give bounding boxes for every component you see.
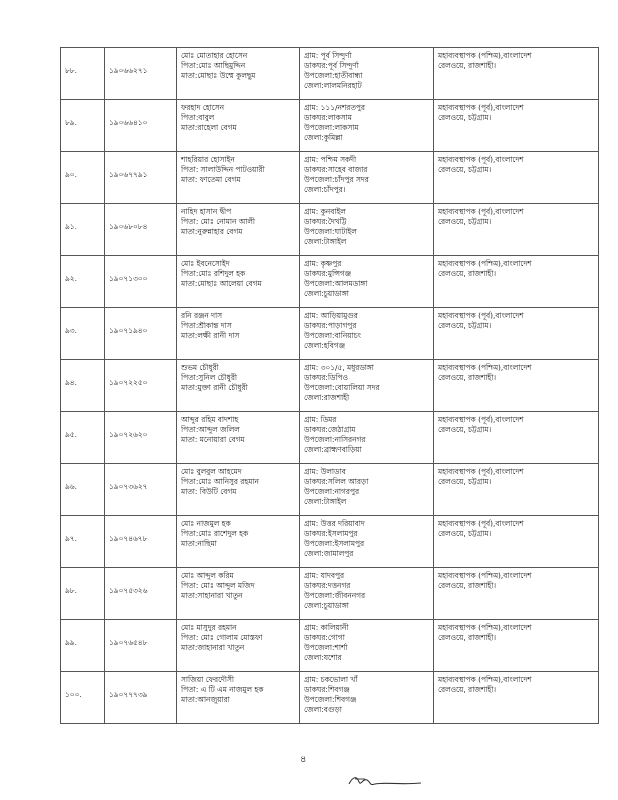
name-cell <box>177 100 300 152</box>
serial-cell: ৯৩. <box>61 308 105 360</box>
addr-line: গ্রাম: পশ্চিম সকদী <box>304 155 357 164</box>
post-line: রেলওয়ে, চট্টগ্রাম। <box>438 113 492 122</box>
name-line: মাতা:মোছাঃ উম্মে কুলছুম <box>181 71 256 80</box>
roll-cell: ১৯০৬৬২৭১ <box>105 48 177 100</box>
post-line: রেলওয়ে, রাজশাহী। <box>438 685 497 694</box>
posting-cell <box>434 620 599 672</box>
name-line: পিতা: মোঃ নোমান আলী <box>181 217 255 226</box>
table-row <box>61 100 599 152</box>
name-cell <box>177 308 300 360</box>
posting-cell <box>434 204 599 256</box>
name-cell <box>177 360 300 412</box>
name-line: মোঃ আব্দুল করিম <box>181 571 234 580</box>
address-cell <box>300 568 434 620</box>
name-line: মাতা:মোছাঃ আলেয়া বেগম <box>181 279 262 288</box>
table-row <box>61 152 599 204</box>
roll-cell: ১৯০৭৩৬২৭ <box>105 464 177 516</box>
addr-line: জেলা:টাঙ্গাইল <box>304 237 347 246</box>
addr-line: উপজেলা:বানিয়াচং <box>304 331 361 340</box>
addr-line: ডাকঘর:ডিপিও <box>304 373 348 382</box>
name-line: রনি রঞ্জন দাস <box>181 311 222 320</box>
addr-line: গ্রাম: কালিয়ানী <box>304 623 349 632</box>
name-cell <box>177 672 300 724</box>
posting-cell <box>434 672 599 724</box>
addr-line: ডাকঘর:লাকসাম <box>304 113 352 122</box>
page-number: ৪ <box>300 754 307 765</box>
address-cell <box>300 48 434 100</box>
address-cell <box>300 204 434 256</box>
post-line: রেলওয়ে, চট্টগ্রাম। <box>438 529 492 538</box>
name-line: পিতা:মোঃ আছিমুদ্দিন <box>181 61 246 70</box>
post-line: রেলওয়ে, রাজশাহী। <box>438 373 497 382</box>
table-row <box>61 204 599 256</box>
posting-cell <box>434 568 599 620</box>
roll-cell: ১৯০৭২২৫০ <box>105 360 177 412</box>
addr-line: ডাকঘর:ইসলামপুর <box>304 529 358 538</box>
addr-line: ডাকঘর:গোগা <box>304 633 345 642</box>
name-line: ফরহাদ হোসেন <box>181 103 225 112</box>
post-line: মহাব্যবস্থাপক (পূর্ব),বাংলাদেশ <box>438 519 524 528</box>
post-line: রেলওয়ে, রাজশাহী। <box>438 61 497 70</box>
addr-line: জেলা:টাঙ্গাইল <box>304 497 347 506</box>
roll-cell: ১৯০৬৬৪১০ <box>105 100 177 152</box>
candidate-table-body <box>61 48 599 724</box>
table-row <box>61 360 599 412</box>
address-cell <box>300 620 434 672</box>
serial-cell: ৯১. <box>61 204 105 256</box>
post-line: রেলওয়ে, চট্টগ্রাম। <box>438 321 492 330</box>
name-line: পিতা:মোঃ রশিদুল হক <box>181 269 246 278</box>
serial-cell: ৯৬. <box>61 464 105 516</box>
addr-line: ডাকঘর:সলিল আরড়া <box>304 477 369 486</box>
post-line: মহাব্যবস্থাপক (পশ্চিম),বাংলাদেশ <box>438 675 532 684</box>
roll-cell: ১৯০৭৪৬৭৮ <box>105 516 177 568</box>
addr-line: উপজেলা:নাগরপুর <box>304 487 360 496</box>
post-line: রেলওয়ে, রাজশাহী। <box>438 269 497 278</box>
name-cell <box>177 256 300 308</box>
table-row <box>61 568 599 620</box>
name-line: মোঃ বুলবুল আহমেদ <box>181 467 242 476</box>
name-line: মাতা:নাছিমা <box>181 539 217 548</box>
name-line: পিতা:আব্দুল জলিল <box>181 425 240 434</box>
addr-line: জেলা:চুয়াডাঙ্গা <box>304 601 349 610</box>
name-cell <box>177 204 300 256</box>
addr-line: উপজেলা:আলমডাঙ্গা <box>304 279 368 288</box>
addr-line: ডাকঘর:দত্তনগর <box>304 581 351 590</box>
address-cell <box>300 516 434 568</box>
name-line: মাতা:সাহানারা খাতুন <box>181 591 243 600</box>
post-line: রেলওয়ে, চট্টগ্রাম। <box>438 217 492 226</box>
name-line: আব্দুর রহিম বাদশাহ <box>181 415 239 424</box>
post-line: রেলওয়ে, রাজশাহী। <box>438 581 497 590</box>
addr-line: জেলা:লালমনিরহাট <box>304 81 362 90</box>
posting-cell <box>434 412 599 464</box>
address-cell <box>300 100 434 152</box>
addr-line: উপজেলা:নাসিরনগর <box>304 435 366 444</box>
post-line: রেলওয়ে, রাজশাহী। <box>438 633 497 642</box>
name-line: মাতা: বিউটি বেগম <box>181 487 237 496</box>
posting-cell <box>434 48 599 100</box>
name-line: মাতা: মনোয়ারা বেগম <box>181 435 245 444</box>
posting-cell <box>434 464 599 516</box>
name-line: মাতা:আনজুয়ারা <box>181 695 230 704</box>
name-line: পিতা:শ্রীকান্ত দাস <box>181 321 232 330</box>
address-cell <box>300 152 434 204</box>
name-cell <box>177 152 300 204</box>
addr-line: গ্রাম: উত্তর দরিয়াবাদ <box>304 519 365 528</box>
name-line: মাতা:নুরুন্নাহার বেগম <box>181 227 243 236</box>
posting-cell <box>434 308 599 360</box>
addr-line: গ্রাম: উলাডাব <box>304 467 346 476</box>
posting-cell <box>434 100 599 152</box>
serial-cell: ৯০. <box>61 152 105 204</box>
addr-line: গ্রাম: কুনবাইল <box>304 207 346 216</box>
address-cell <box>300 308 434 360</box>
table-row <box>61 256 599 308</box>
serial-cell: ৯৫. <box>61 412 105 464</box>
table-row <box>61 672 599 724</box>
roll-cell: ১৯০৭৬৫৪৮ <box>105 620 177 672</box>
name-line: পিতা:সুনিল চৌধুরী <box>181 373 237 382</box>
name-line: মাতা:লক্ষী রানী দাস <box>181 331 240 340</box>
name-line: মাতা:জাহানারা খাতুন <box>181 643 245 652</box>
name-line: পিতা: এ টি এম নাজমুল হক <box>181 685 264 694</box>
addr-line: জেলা:রাজশাহী <box>304 393 350 402</box>
addr-line: উপজেলা:ঘাটাইল <box>304 227 357 236</box>
name-line: মোঃ মোতাহার হোসেন <box>181 51 248 60</box>
addr-line: গ্রাম: পূর্ব সিন্দুর্ণা <box>304 51 352 60</box>
addr-line: জেলা:বগুড়া <box>304 705 342 714</box>
addr-line: উপজেলা:হাতীবান্ধা <box>304 71 363 80</box>
addr-line: উপজেলা:বোয়ালিয়া সদর <box>304 383 380 392</box>
post-line: মহাব্যবস্থাপক (পূর্ব),বাংলাদেশ <box>438 467 524 476</box>
roll-cell: ১৯০৭৫৩২৬ <box>105 568 177 620</box>
post-line: মহাব্যবস্থাপক (পশ্চিম),বাংলাদেশ <box>438 259 532 268</box>
address-cell <box>300 256 434 308</box>
name-cell <box>177 464 300 516</box>
serial-cell: ৯৪. <box>61 360 105 412</box>
name-line: শুভম চৌধুরী <box>181 363 219 372</box>
addr-line: উপজেলা:লাকসাম <box>304 123 359 132</box>
name-cell <box>177 568 300 620</box>
post-line: রেলওয়ে, চট্টগ্রাম। <box>438 425 492 434</box>
addr-line: জেলা:চাঁদপুর। <box>304 185 346 194</box>
addr-line: জেলা:চুয়াডাঙ্গা <box>304 289 349 298</box>
candidate-table <box>60 47 599 724</box>
addr-line: গ্রাম: আড়িয়ামুগুর <box>304 311 358 320</box>
table-row <box>61 620 599 672</box>
post-line: মহাব্যবস্থাপক (পশ্চিম),বাংলাদেশ <box>438 571 532 580</box>
name-line: পিতা: সালাউদ্দিন পাটওয়ারী <box>181 165 265 174</box>
post-line: মহাব্যবস্থাপক (পূর্ব),বাংলাদেশ <box>438 415 524 424</box>
addr-line: ডাকঘর:পূর্ব সিন্দুর্ণা <box>304 61 359 70</box>
addr-line: গ্রাম: ১১১/নশরতপুর <box>304 103 365 112</box>
post-line: মহাব্যবস্থাপক (পূর্ব),বাংলাদেশ <box>438 103 524 112</box>
posting-cell <box>434 256 599 308</box>
signature-icon <box>345 770 425 792</box>
roll-cell: ১৯০৬৮০৮৪ <box>105 204 177 256</box>
addr-line: জেলা:কুমিল্লা <box>304 133 343 142</box>
roll-cell: ১৯০৬৭৭৯১ <box>105 152 177 204</box>
post-line: মহাব্যবস্থাপক (পূর্ব),বাংলাদেশ <box>438 311 524 320</box>
addr-line: উপজেলা:জীবননগর <box>304 591 366 600</box>
addr-line: গ্রাম: ৩০১/৫, মধুরডাঙ্গা <box>304 363 374 372</box>
post-line: মহাব্যবস্থাপক (পূর্ব),বাংলাদেশ <box>438 155 524 164</box>
addr-line: ডাকঘর:সাহেব বাজার <box>304 165 368 174</box>
name-cell <box>177 48 300 100</box>
name-cell <box>177 412 300 464</box>
table-row <box>61 48 599 100</box>
addr-line: জেলা:হবিগঞ্জ <box>304 341 346 350</box>
serial-cell: ৮৮. <box>61 48 105 100</box>
address-cell <box>300 464 434 516</box>
serial-cell: ৯২. <box>61 256 105 308</box>
name-line: মোঃ নাজমুল হক <box>181 519 231 528</box>
addr-line: গ্রাম: চকভোলা খাঁ <box>304 675 358 684</box>
name-line: পিতা:মোঃ আনিসুর রহমান <box>181 477 259 486</box>
addr-line: ডাকঘর:জেঠাগ্রাম <box>304 425 356 434</box>
name-line: পিতা:বাবুল <box>181 113 215 122</box>
serial-cell: ১০০. <box>61 672 105 724</box>
name-line: মাতা:মুক্তা রানী চৌধুরী <box>181 383 248 392</box>
name-cell <box>177 620 300 672</box>
serial-cell: ৯৭. <box>61 516 105 568</box>
addr-line: উপজেলা:চাঁদপুর সদর <box>304 175 369 184</box>
serial-cell: ৯৯. <box>61 620 105 672</box>
post-line: রেলওয়ে, চট্টগ্রাম। <box>438 165 492 174</box>
address-cell <box>300 672 434 724</box>
addr-line: উপজেলা:ইসলামপুর <box>304 539 365 548</box>
name-line: পিতা: মোঃ আব্দুল মজিদ <box>181 581 255 590</box>
name-line: মোঃ ইবনেসোইদ <box>181 259 230 268</box>
addr-line: জেলা:যশোর <box>304 653 342 662</box>
name-line: পিতা: মোঃ গোলাম মোস্তফা <box>181 633 263 642</box>
name-cell <box>177 516 300 568</box>
post-line: মহাব্যবস্থাপক (পূর্ব),বাংলাদেশ <box>438 207 524 216</box>
addr-line: গ্রাম: যাদবপুর <box>304 571 345 580</box>
addr-line: জেলা:ব্রাহ্মণবাড়িয়া <box>304 445 362 454</box>
posting-cell <box>434 360 599 412</box>
addr-line: গ্রাম: ডিমর <box>304 415 337 424</box>
table-row <box>61 516 599 568</box>
address-cell <box>300 360 434 412</box>
post-line: রেলওয়ে, চট্টগ্রাম। <box>438 477 492 486</box>
serial-cell: ৮৯. <box>61 100 105 152</box>
address-cell <box>300 412 434 464</box>
addr-line: উপজেলা:শিবগঞ্জ <box>304 695 357 704</box>
posting-cell <box>434 516 599 568</box>
addr-line: ডাকঘর:দৈখট্টি <box>304 217 347 226</box>
addr-line: উপজেলা:শার্শা <box>304 643 348 652</box>
table-row <box>61 464 599 516</box>
name-line: শাহরিয়ার হোসাইন <box>181 155 235 164</box>
addr-line: ডাকঘর:মুন্সিগঞ্জ <box>304 269 352 278</box>
name-line: মাতা: ফাতেমা বেগম <box>181 175 241 184</box>
roll-cell: ১৯০৭১৯৪০ <box>105 308 177 360</box>
name-line: মোঃ মাসুদুর রহমান <box>181 623 237 632</box>
serial-cell: ৯৮. <box>61 568 105 620</box>
name-line: মাতা:রাহেলা বেগম <box>181 123 237 132</box>
roll-cell: ১৯০৭২৬২০ <box>105 412 177 464</box>
post-line: মহাব্যবস্থাপক (পশ্চিম),বাংলাদেশ <box>438 51 532 60</box>
roll-cell: ১৯০৭১৩০০ <box>105 256 177 308</box>
addr-line: জেলা:জামালপুর <box>304 549 354 558</box>
table-row <box>61 412 599 464</box>
post-line: মহাব্যবস্থাপক (পশ্চিম),বাংলাদেশ <box>438 363 532 372</box>
posting-cell <box>434 152 599 204</box>
name-line: পিতা:মোঃ রাশেদুল হক <box>181 529 249 538</box>
addr-line: গ্রাম: কৃষ্ণপুর <box>304 259 342 268</box>
addr-line: ডাকঘর:পাড়াগপুর <box>304 321 357 330</box>
post-line: মহাব্যবস্থাপক (পশ্চিম),বাংলাদেশ <box>438 623 532 632</box>
table-row <box>61 308 599 360</box>
roll-cell: ১৯০৭৭৭৩৯ <box>105 672 177 724</box>
name-line: নাহিদ হাসান দ্বীপ <box>181 207 232 216</box>
name-line: সাজিয়া ফেরদৌসী <box>181 675 235 684</box>
addr-line: ডাকঘর:শিবগঞ্জ <box>304 685 350 694</box>
